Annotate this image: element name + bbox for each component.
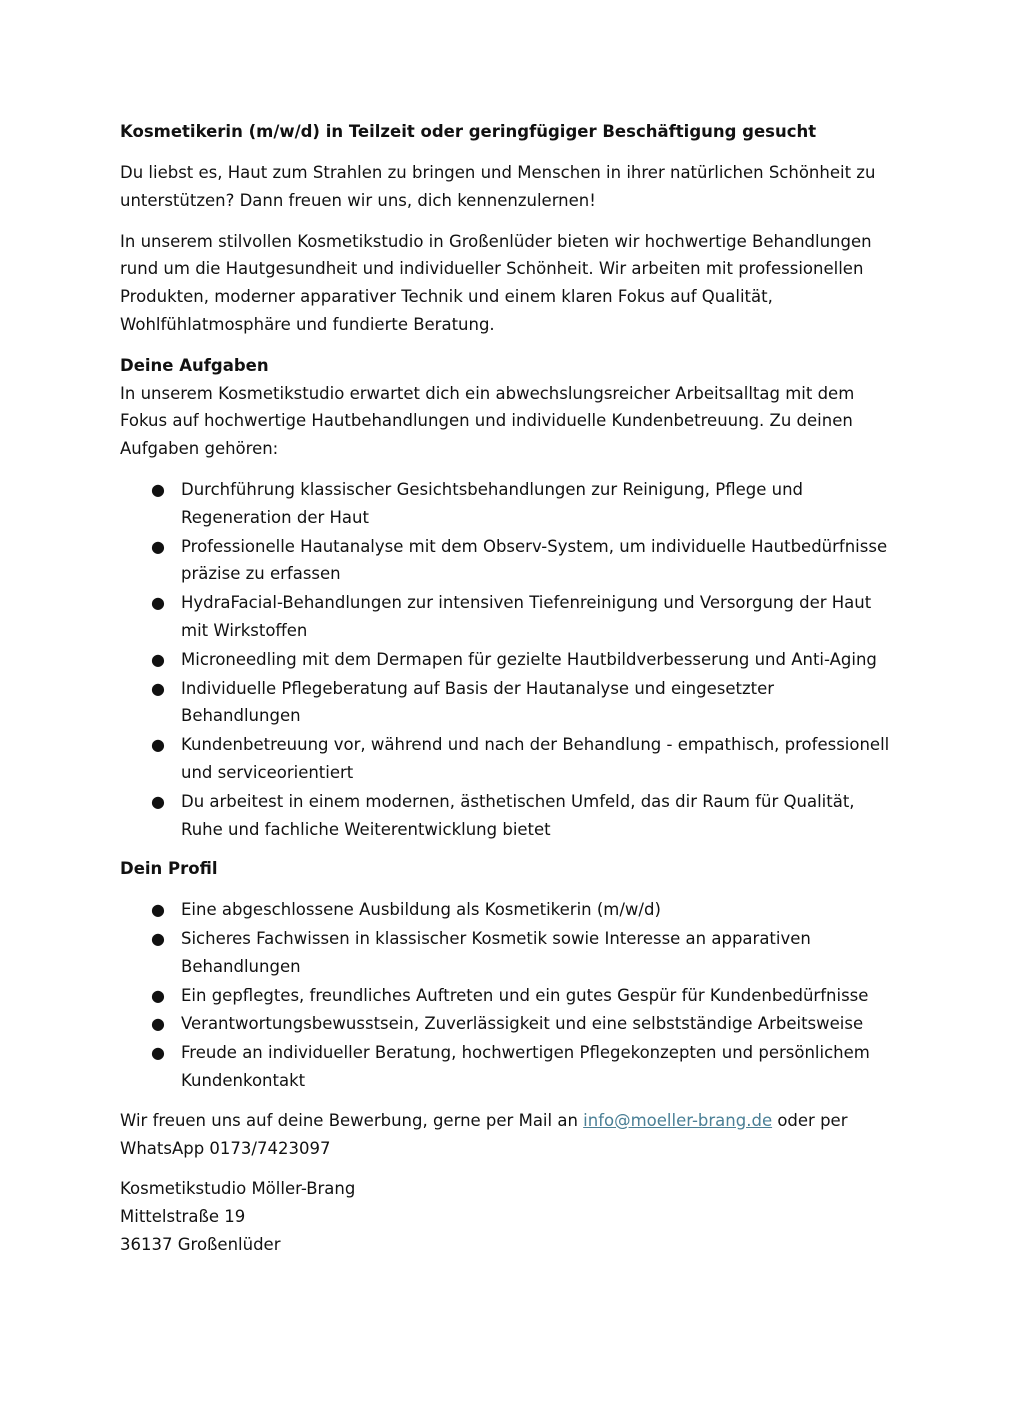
list-item-text: Microneedling mit dem Dermapen für gezielte Hautbildverbesserung und Anti-Aging [181, 649, 877, 669]
list-item-text: Individuelle Pflegeberatung auf Basis der Hautanalyse und eingesetzter Behandlungen [181, 678, 775, 726]
profile-list [120, 896, 890, 1095]
list-item [120, 788, 890, 844]
studio-name: Kosmetikstudio Möller-Brang [120, 1179, 356, 1199]
bullet-icon: ● [151, 479, 165, 499]
about-paragraph: In unserem stilvollen Kosmetikstudio in Großenlüder bieten wir hochwertige Behandlungen rund um die Hautgesundheit und individueller Schönheit. Wir arbeiten mit professionellen Produkten, moderner apparativer Technik und einem klaren Fokus auf Qualität, Wohlfühlatmosphäre und fundierte Beratung. [120, 231, 872, 334]
list-item-text: Kundenbetreuung vor, während und nach der Behandlung - empathisch, professionell und serviceorientiert [181, 735, 890, 782]
bullet-icon: ● [151, 791, 165, 811]
list-item-text: Durchführung klassischer Gesichtsbehandlungen zur Reinigung, Pflege und Regeneration der Haut [181, 479, 804, 527]
list-item-text: Eine abgeschlossene Ausbildung als Kosmetikerin (m/w/d) [181, 900, 661, 920]
city: 36137 Großenlüder [120, 1234, 281, 1254]
bullet-icon: ● [151, 900, 165, 920]
list-item [120, 1010, 890, 1038]
list-item [120, 589, 890, 645]
contact-paragraph [120, 1107, 890, 1163]
bullet-icon: ● [151, 593, 165, 613]
intro-paragraph: Du liebst es, Haut zum Strahlen zu bringen und Menschen in ihrer natürlichen Schönheit zu unterstützen? Dann freuen wir uns, dich kennenzulernen! [120, 163, 876, 210]
address-block [120, 1175, 890, 1258]
street: Mittelstraße 19 [120, 1207, 246, 1227]
email-link[interactable]: info@moeller-brang.de [583, 1110, 773, 1130]
list-item [120, 982, 890, 1010]
list-item [120, 675, 890, 731]
list-item [120, 476, 890, 532]
list-item-text: Sicheres Fachwissen in klassischer Kosmetik sowie Interesse an apparativen Behandlungen [181, 928, 811, 976]
list-item-text: Professionelle Hautanalyse mit dem Observ-System, um individuelle Hautbedürfnisse präzise zu erfassen [181, 536, 888, 584]
contact-text-after: oder per WhatsApp 0173/7423097 [120, 1110, 848, 1158]
list-item [120, 533, 890, 589]
document-page [120, 118, 890, 1259]
list-item [120, 896, 890, 924]
tasks-intro: In unserem Kosmetikstudio erwartet dich ein abwechslungsreicher Arbeitsalltag mit dem Fokus auf hochwertige Hautbehandlungen und individuelle Kundenbetreuung. Zu deinen Aufgaben gehören: [120, 383, 855, 459]
bullet-icon: ● [151, 1043, 165, 1063]
bullet-icon: ● [151, 928, 165, 948]
contact-text-before: Wir freuen uns auf deine Bewerbung, gerne per Mail an [120, 1110, 584, 1130]
list-item-text: Du arbeitest in einem modernen, ästhetischen Umfeld, das dir Raum für Qualität, Ruhe und fachliche Weiterentwicklung bietet [181, 791, 855, 839]
bullet-icon: ● [151, 536, 165, 556]
list-item-text: HydraFacial-Behandlungen zur intensiven Tiefenreinigung und Versorgung der Haut mit Wirkstoffen [181, 593, 872, 640]
list-item [120, 731, 890, 787]
bullet-icon: ● [151, 678, 165, 698]
job-title: Kosmetikerin (m/w/d) in Teilzeit oder geringfügiger Beschäftigung gesucht [120, 122, 817, 141]
list-item [120, 925, 890, 981]
tasks-heading: Deine Aufgaben [120, 355, 269, 375]
bullet-icon: ● [151, 649, 165, 669]
list-item-text: Verantwortungsbewusstsein, Zuverlässigkeit und eine selbstständige Arbeitsweise [181, 1014, 864, 1034]
list-item [120, 1039, 890, 1095]
list-item-text: Freude an individueller Beratung, hochwertigen Pflegekonzepten und persönlichem Kundenkontakt [181, 1043, 870, 1090]
bullet-icon: ● [151, 1014, 165, 1034]
list-item [120, 646, 890, 674]
profile-heading: Dein Profil [120, 859, 218, 879]
tasks-list [120, 476, 890, 843]
bullet-icon: ● [151, 735, 165, 755]
list-item-text: Ein gepflegtes, freundliches Auftreten und ein gutes Gespür für Kundenbedürfnisse [181, 985, 869, 1005]
bullet-icon: ● [151, 985, 165, 1005]
